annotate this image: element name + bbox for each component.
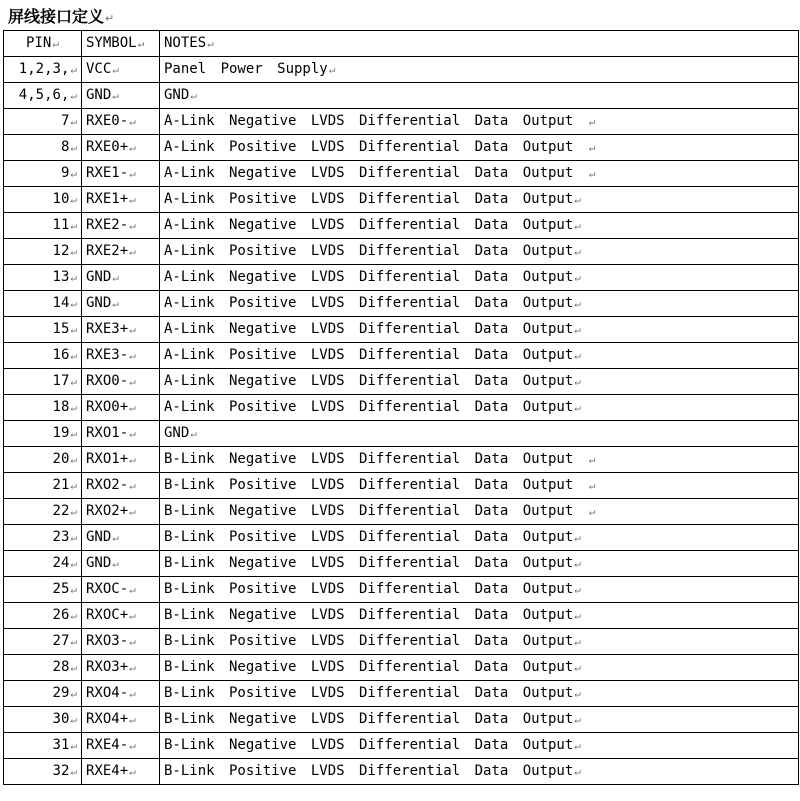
- paragraph-mark-icon: ↵: [70, 245, 77, 258]
- notes-cell: [160, 213, 799, 239]
- header-symbol: SYMBOL↵: [82, 31, 160, 57]
- symbol-cell-text: RXO0+: [86, 399, 129, 415]
- symbol-cell-text: RXE0-: [86, 113, 129, 129]
- paragraph-mark-icon: ↵: [129, 349, 136, 362]
- pin-cell: [4, 369, 82, 395]
- symbol-cell-text: RXO3+: [86, 659, 129, 675]
- symbol-cell: [82, 499, 160, 525]
- notes-cell-text: B-Link Positive LVDS Differential Data Output: [164, 581, 574, 597]
- notes-cell: [160, 161, 799, 187]
- symbol-cell: [82, 343, 160, 369]
- paragraph-mark-icon: ↵: [129, 609, 136, 622]
- notes-cell-text: B-Link Positive LVDS Differential Data Output: [164, 633, 574, 649]
- symbol-cell-text: GND: [86, 529, 112, 545]
- symbol-cell: [82, 57, 160, 83]
- pin-cell-text: 15: [52, 321, 70, 337]
- pin-cell: [4, 603, 82, 629]
- pin-cell: [4, 343, 82, 369]
- symbol-cell: [82, 629, 160, 655]
- symbol-cell: [82, 681, 160, 707]
- table-row: [4, 551, 799, 577]
- pin-cell-text: 18: [52, 399, 70, 415]
- notes-cell: [160, 369, 799, 395]
- symbol-cell: [82, 239, 160, 265]
- paragraph-mark-icon: ↵: [70, 271, 77, 284]
- symbol-cell: [82, 265, 160, 291]
- paragraph-mark-icon: ↵: [574, 609, 581, 622]
- paragraph-mark-icon: ↵: [129, 739, 136, 752]
- symbol-cell: [82, 291, 160, 317]
- pin-cell-text: 19: [52, 425, 70, 441]
- notes-cell-text: A-Link Negative LVDS Differential Data Output: [164, 269, 574, 285]
- symbol-cell: [82, 447, 160, 473]
- pin-cell: [4, 681, 82, 707]
- paragraph-mark-icon: ↵: [190, 89, 197, 102]
- symbol-cell-text: RXO4-: [86, 685, 129, 701]
- notes-cell-text: B-Link Negative LVDS Differential Data Output: [164, 503, 588, 519]
- notes-cell: [160, 655, 799, 681]
- notes-cell-text: A-Link Negative LVDS Differential Data Output: [164, 217, 574, 233]
- pin-cell: [4, 135, 82, 161]
- paragraph-mark-icon: ↵: [588, 141, 596, 154]
- pin-cell: [4, 447, 82, 473]
- notes-cell-text: A-Link Negative LVDS Differential Data Output: [164, 373, 574, 389]
- symbol-cell-text: RXE4-: [86, 737, 129, 753]
- symbol-cell: [82, 135, 160, 161]
- pin-cell: [4, 109, 82, 135]
- pin-cell-text: 29: [52, 685, 70, 701]
- pin-cell: [4, 577, 82, 603]
- paragraph-mark-icon: ↵: [129, 713, 136, 726]
- pin-cell-text: 7: [60, 113, 70, 129]
- paragraph-mark-icon: ↵: [70, 167, 77, 180]
- paragraph-mark-icon: ↵: [137, 37, 145, 50]
- pin-cell-text: 23: [52, 529, 70, 545]
- table-row: [4, 343, 799, 369]
- notes-cell-text: GND: [164, 425, 190, 441]
- pin-cell: [4, 239, 82, 265]
- symbol-cell: [82, 551, 160, 577]
- table-row: [4, 525, 799, 551]
- paragraph-mark-icon: ↵: [574, 661, 581, 674]
- pin-cell-text: 28: [52, 659, 70, 675]
- paragraph-mark-icon: ↵: [574, 193, 581, 206]
- paragraph-mark-icon: ↵: [574, 401, 581, 414]
- notes-cell: [160, 759, 799, 785]
- notes-cell: [160, 135, 799, 161]
- notes-cell-text: B-Link Positive LVDS Differential Data Output: [164, 763, 574, 779]
- paragraph-mark-icon: ↵: [129, 115, 136, 128]
- symbol-cell-text: RXO1+: [86, 451, 129, 467]
- paragraph-mark-icon: ↵: [129, 765, 136, 778]
- table-row: [4, 759, 799, 785]
- paragraph-mark-icon: ↵: [70, 297, 77, 310]
- title-text: 屏线接口定义: [8, 7, 105, 26]
- paragraph-mark-icon: ↵: [328, 63, 336, 76]
- notes-cell: [160, 707, 799, 733]
- table-row: [4, 655, 799, 681]
- paragraph-mark-icon: ↵: [129, 687, 136, 700]
- paragraph-mark-icon: ↵: [129, 375, 136, 388]
- paragraph-mark-icon: ↵: [70, 89, 77, 102]
- table-row: [4, 213, 799, 239]
- symbol-cell-text: RXE3+: [86, 321, 129, 337]
- table-row: [4, 57, 799, 83]
- symbol-cell-text: VCC: [86, 61, 112, 77]
- symbol-cell-text: RXO1-: [86, 425, 129, 441]
- pin-cell-text: 31: [52, 737, 70, 753]
- paragraph-mark-icon: ↵: [70, 505, 77, 518]
- pin-cell: [4, 629, 82, 655]
- paragraph-mark-icon: ↵: [588, 115, 596, 128]
- paragraph-mark-icon: ↵: [574, 219, 581, 232]
- pin-cell-text: 25: [52, 581, 70, 597]
- notes-cell-text: B-Link Positive LVDS Differential Data Output: [164, 529, 574, 545]
- notes-cell-text: A-Link Positive LVDS Differential Data Output: [164, 347, 574, 363]
- table-row: [4, 707, 799, 733]
- symbol-cell-text: RXE2-: [86, 217, 129, 233]
- pin-cell-text: 17: [52, 373, 70, 389]
- paragraph-mark-icon: ↵: [129, 167, 136, 180]
- notes-cell-text: B-Link Negative LVDS Differential Data Output: [164, 737, 574, 753]
- paragraph-mark-icon: ↵: [70, 661, 77, 674]
- symbol-cell-text: RXE1-: [86, 165, 129, 181]
- table-row: [4, 733, 799, 759]
- pin-cell: [4, 161, 82, 187]
- notes-cell: [160, 83, 799, 109]
- pin-cell: [4, 421, 82, 447]
- symbol-cell: [82, 525, 160, 551]
- table-row: [4, 577, 799, 603]
- symbol-cell-text: RXO4+: [86, 711, 129, 727]
- paragraph-mark-icon: ↵: [190, 427, 197, 440]
- table-row: [4, 265, 799, 291]
- symbol-cell-text: RXO2+: [86, 503, 129, 519]
- notes-cell: [160, 681, 799, 707]
- paragraph-mark-icon: ↵: [574, 635, 581, 648]
- notes-cell-text: A-Link Positive LVDS Differential Data Output: [164, 191, 574, 207]
- paragraph-mark-icon: ↵: [129, 583, 136, 596]
- paragraph-mark-icon: ↵: [588, 453, 596, 466]
- paragraph-mark-icon: ↵: [129, 193, 136, 206]
- paragraph-mark-icon: ↵: [129, 479, 136, 492]
- paragraph-mark-icon: ↵: [70, 635, 77, 648]
- paragraph-mark-icon: ↵: [70, 453, 77, 466]
- document-title: [8, 4, 114, 30]
- paragraph-mark-icon: ↵: [70, 141, 77, 154]
- paragraph-mark-icon: ↵: [70, 531, 77, 544]
- paragraph-mark-icon: ↵: [129, 635, 136, 648]
- pin-cell: [4, 83, 82, 109]
- symbol-cell: [82, 317, 160, 343]
- paragraph-mark-icon: ↵: [70, 609, 77, 622]
- paragraph-mark-icon: ↵: [574, 687, 581, 700]
- paragraph-mark-icon: ↵: [105, 12, 115, 25]
- paragraph-mark-icon: ↵: [129, 245, 136, 258]
- table-row: [4, 161, 799, 187]
- notes-cell-text: GND: [164, 87, 190, 103]
- paragraph-mark-icon: ↵: [588, 167, 596, 180]
- paragraph-mark-icon: ↵: [112, 531, 119, 544]
- symbol-cell: [82, 655, 160, 681]
- paragraph-mark-icon: ↵: [52, 37, 59, 50]
- pin-cell: [4, 265, 82, 291]
- pin-cell: [4, 759, 82, 785]
- pin-cell-text: 13: [52, 269, 70, 285]
- notes-cell: [160, 187, 799, 213]
- table-row: [4, 291, 799, 317]
- notes-cell: [160, 265, 799, 291]
- pin-cell: [4, 473, 82, 499]
- symbol-cell-text: RXE3-: [86, 347, 129, 363]
- notes-cell-text: B-Link Negative LVDS Differential Data Output: [164, 607, 574, 623]
- notes-cell: [160, 525, 799, 551]
- symbol-cell-text: GND: [86, 555, 112, 571]
- symbol-cell-text: RXE0+: [86, 139, 129, 155]
- paragraph-mark-icon: ↵: [70, 739, 77, 752]
- paragraph-mark-icon: ↵: [574, 271, 581, 284]
- pin-cell-text: 9: [60, 165, 70, 181]
- header-notes: NOTES↵: [160, 31, 799, 57]
- notes-cell-text: Panel Power Supply: [164, 61, 328, 77]
- paragraph-mark-icon: ↵: [574, 323, 581, 336]
- pin-cell: [4, 317, 82, 343]
- table-row: [4, 499, 799, 525]
- pin-cell: [4, 57, 82, 83]
- notes-cell: [160, 603, 799, 629]
- notes-cell-text: B-Link Positive LVDS Differential Data Output: [164, 685, 574, 701]
- notes-cell-text: A-Link Positive LVDS Differential Data Output: [164, 243, 574, 259]
- symbol-cell: [82, 109, 160, 135]
- table-row: [4, 109, 799, 135]
- paragraph-mark-icon: ↵: [70, 63, 77, 76]
- pin-cell-text: 27: [52, 633, 70, 649]
- paragraph-mark-icon: ↵: [70, 583, 77, 596]
- symbol-cell-text: RXO3-: [86, 633, 129, 649]
- notes-cell: [160, 629, 799, 655]
- notes-cell-text: A-Link Negative LVDS Differential Data Output: [164, 321, 574, 337]
- pin-definition-table: [3, 30, 799, 785]
- notes-cell-text: B-Link Positive LVDS Differential Data Output: [164, 477, 588, 493]
- paragraph-mark-icon: ↵: [574, 713, 581, 726]
- notes-cell-text: A-Link Positive LVDS Differential Data Output: [164, 295, 574, 311]
- paragraph-mark-icon: ↵: [70, 713, 77, 726]
- notes-cell: [160, 343, 799, 369]
- symbol-cell-text: GND: [86, 87, 112, 103]
- pin-cell-text: 12: [52, 243, 70, 259]
- table-row: [4, 317, 799, 343]
- table-row: [4, 187, 799, 213]
- paragraph-mark-icon: ↵: [129, 401, 136, 414]
- paragraph-mark-icon: ↵: [574, 739, 581, 752]
- notes-cell: [160, 421, 799, 447]
- symbol-cell: [82, 733, 160, 759]
- symbol-cell: [82, 395, 160, 421]
- paragraph-mark-icon: ↵: [588, 505, 596, 518]
- pin-cell: [4, 733, 82, 759]
- table-row: [4, 421, 799, 447]
- symbol-cell: [82, 759, 160, 785]
- paragraph-mark-icon: ↵: [70, 193, 77, 206]
- paragraph-mark-icon: ↵: [112, 271, 119, 284]
- paragraph-mark-icon: ↵: [70, 323, 77, 336]
- paragraph-mark-icon: ↵: [70, 479, 77, 492]
- symbol-cell-text: RXE4+: [86, 763, 129, 779]
- notes-cell-text: B-Link Negative LVDS Differential Data Output: [164, 451, 588, 467]
- pin-cell-text: 16: [52, 347, 70, 363]
- paragraph-mark-icon: ↵: [70, 401, 77, 414]
- notes-cell: [160, 109, 799, 135]
- pin-cell-text: 10: [52, 191, 70, 207]
- symbol-cell-text: RXE1+: [86, 191, 129, 207]
- pin-cell: [4, 499, 82, 525]
- paragraph-mark-icon: ↵: [112, 297, 119, 310]
- paragraph-mark-icon: ↵: [574, 245, 581, 258]
- table-row: [4, 369, 799, 395]
- symbol-cell: [82, 83, 160, 109]
- notes-cell: [160, 239, 799, 265]
- notes-cell: [160, 473, 799, 499]
- symbol-cell-text: GND: [86, 295, 112, 311]
- symbol-cell: [82, 603, 160, 629]
- paragraph-mark-icon: ↵: [574, 349, 581, 362]
- symbol-cell-text: RXOC-: [86, 581, 129, 597]
- symbol-cell: [82, 473, 160, 499]
- notes-cell-text: B-Link Negative LVDS Differential Data Output: [164, 555, 574, 571]
- symbol-cell: [82, 187, 160, 213]
- notes-cell-text: B-Link Negative LVDS Differential Data Output: [164, 711, 574, 727]
- paragraph-mark-icon: ↵: [574, 765, 581, 778]
- notes-cell-text: A-Link Negative LVDS Differential Data Output: [164, 165, 588, 181]
- notes-cell: [160, 57, 799, 83]
- paragraph-mark-icon: ↵: [574, 583, 581, 596]
- notes-cell-text: B-Link Negative LVDS Differential Data Output: [164, 659, 574, 675]
- paragraph-mark-icon: ↵: [70, 687, 77, 700]
- paragraph-mark-icon: ↵: [129, 323, 136, 336]
- paragraph-mark-icon: ↵: [112, 63, 119, 76]
- pin-cell-text: 26: [52, 607, 70, 623]
- symbol-cell: [82, 577, 160, 603]
- header-pin: PIN↵: [4, 31, 82, 57]
- pin-cell: [4, 707, 82, 733]
- notes-cell: [160, 395, 799, 421]
- table-row: [4, 83, 799, 109]
- paragraph-mark-icon: ↵: [129, 453, 136, 466]
- table-row: [4, 135, 799, 161]
- notes-cell: [160, 577, 799, 603]
- table-row: [4, 629, 799, 655]
- table-row: [4, 681, 799, 707]
- paragraph-mark-icon: ↵: [70, 349, 77, 362]
- symbol-cell: [82, 421, 160, 447]
- paragraph-mark-icon: ↵: [574, 557, 581, 570]
- paragraph-mark-icon: ↵: [129, 661, 136, 674]
- pin-cell-text: 4,5,6,: [18, 87, 70, 103]
- table-row: [4, 603, 799, 629]
- symbol-cell: [82, 213, 160, 239]
- pin-cell-text: 20: [52, 451, 70, 467]
- notes-cell: [160, 447, 799, 473]
- table-row: [4, 239, 799, 265]
- paragraph-mark-icon: ↵: [70, 115, 77, 128]
- pin-cell-text: 1,2,3,: [18, 61, 70, 77]
- paragraph-mark-icon: ↵: [207, 37, 214, 50]
- pin-cell-text: 14: [52, 295, 70, 311]
- table-row: [4, 447, 799, 473]
- table-row: [4, 473, 799, 499]
- symbol-cell-text: RXOC+: [86, 607, 129, 623]
- symbol-cell-text: RXO0-: [86, 373, 129, 389]
- paragraph-mark-icon: ↵: [129, 505, 136, 518]
- paragraph-mark-icon: ↵: [112, 557, 119, 570]
- notes-cell: [160, 291, 799, 317]
- paragraph-mark-icon: ↵: [129, 219, 136, 232]
- symbol-cell: [82, 161, 160, 187]
- notes-cell: [160, 733, 799, 759]
- pin-cell-text: 24: [52, 555, 70, 571]
- symbol-cell-text: RXE2+: [86, 243, 129, 259]
- notes-cell-text: A-Link Positive LVDS Differential Data Output: [164, 139, 588, 155]
- pin-cell: [4, 655, 82, 681]
- paragraph-mark-icon: ↵: [70, 765, 77, 778]
- paragraph-mark-icon: ↵: [574, 297, 581, 310]
- symbol-cell-text: RXO2-: [86, 477, 129, 493]
- pin-cell-text: 11: [52, 217, 70, 233]
- pin-cell-text: 30: [52, 711, 70, 727]
- paragraph-mark-icon: ↵: [129, 427, 136, 440]
- pin-cell-text: 21: [52, 477, 70, 493]
- paragraph-mark-icon: ↵: [70, 557, 77, 570]
- paragraph-mark-icon: ↵: [588, 479, 596, 492]
- notes-cell: [160, 499, 799, 525]
- symbol-cell: [82, 707, 160, 733]
- pin-cell: [4, 525, 82, 551]
- paragraph-mark-icon: ↵: [70, 219, 77, 232]
- table-header-row: [4, 31, 799, 57]
- pin-cell: [4, 213, 82, 239]
- pin-cell-text: 32: [52, 763, 70, 779]
- pin-cell: [4, 291, 82, 317]
- paragraph-mark-icon: ↵: [70, 375, 77, 388]
- notes-cell: [160, 551, 799, 577]
- pin-cell: [4, 187, 82, 213]
- pin-cell: [4, 395, 82, 421]
- symbol-cell: [82, 369, 160, 395]
- table-row: [4, 395, 799, 421]
- pin-cell-text: 8: [60, 139, 70, 155]
- notes-cell-text: A-Link Negative LVDS Differential Data Output: [164, 113, 588, 129]
- paragraph-mark-icon: ↵: [574, 531, 581, 544]
- pin-cell-text: 22: [52, 503, 70, 519]
- paragraph-mark-icon: ↵: [574, 375, 581, 388]
- pin-cell: [4, 551, 82, 577]
- paragraph-mark-icon: ↵: [70, 427, 77, 440]
- paragraph-mark-icon: ↵: [129, 141, 136, 154]
- symbol-cell-text: GND: [86, 269, 112, 285]
- notes-cell: [160, 317, 799, 343]
- paragraph-mark-icon: ↵: [112, 89, 119, 102]
- notes-cell-text: A-Link Positive LVDS Differential Data Output: [164, 399, 574, 415]
